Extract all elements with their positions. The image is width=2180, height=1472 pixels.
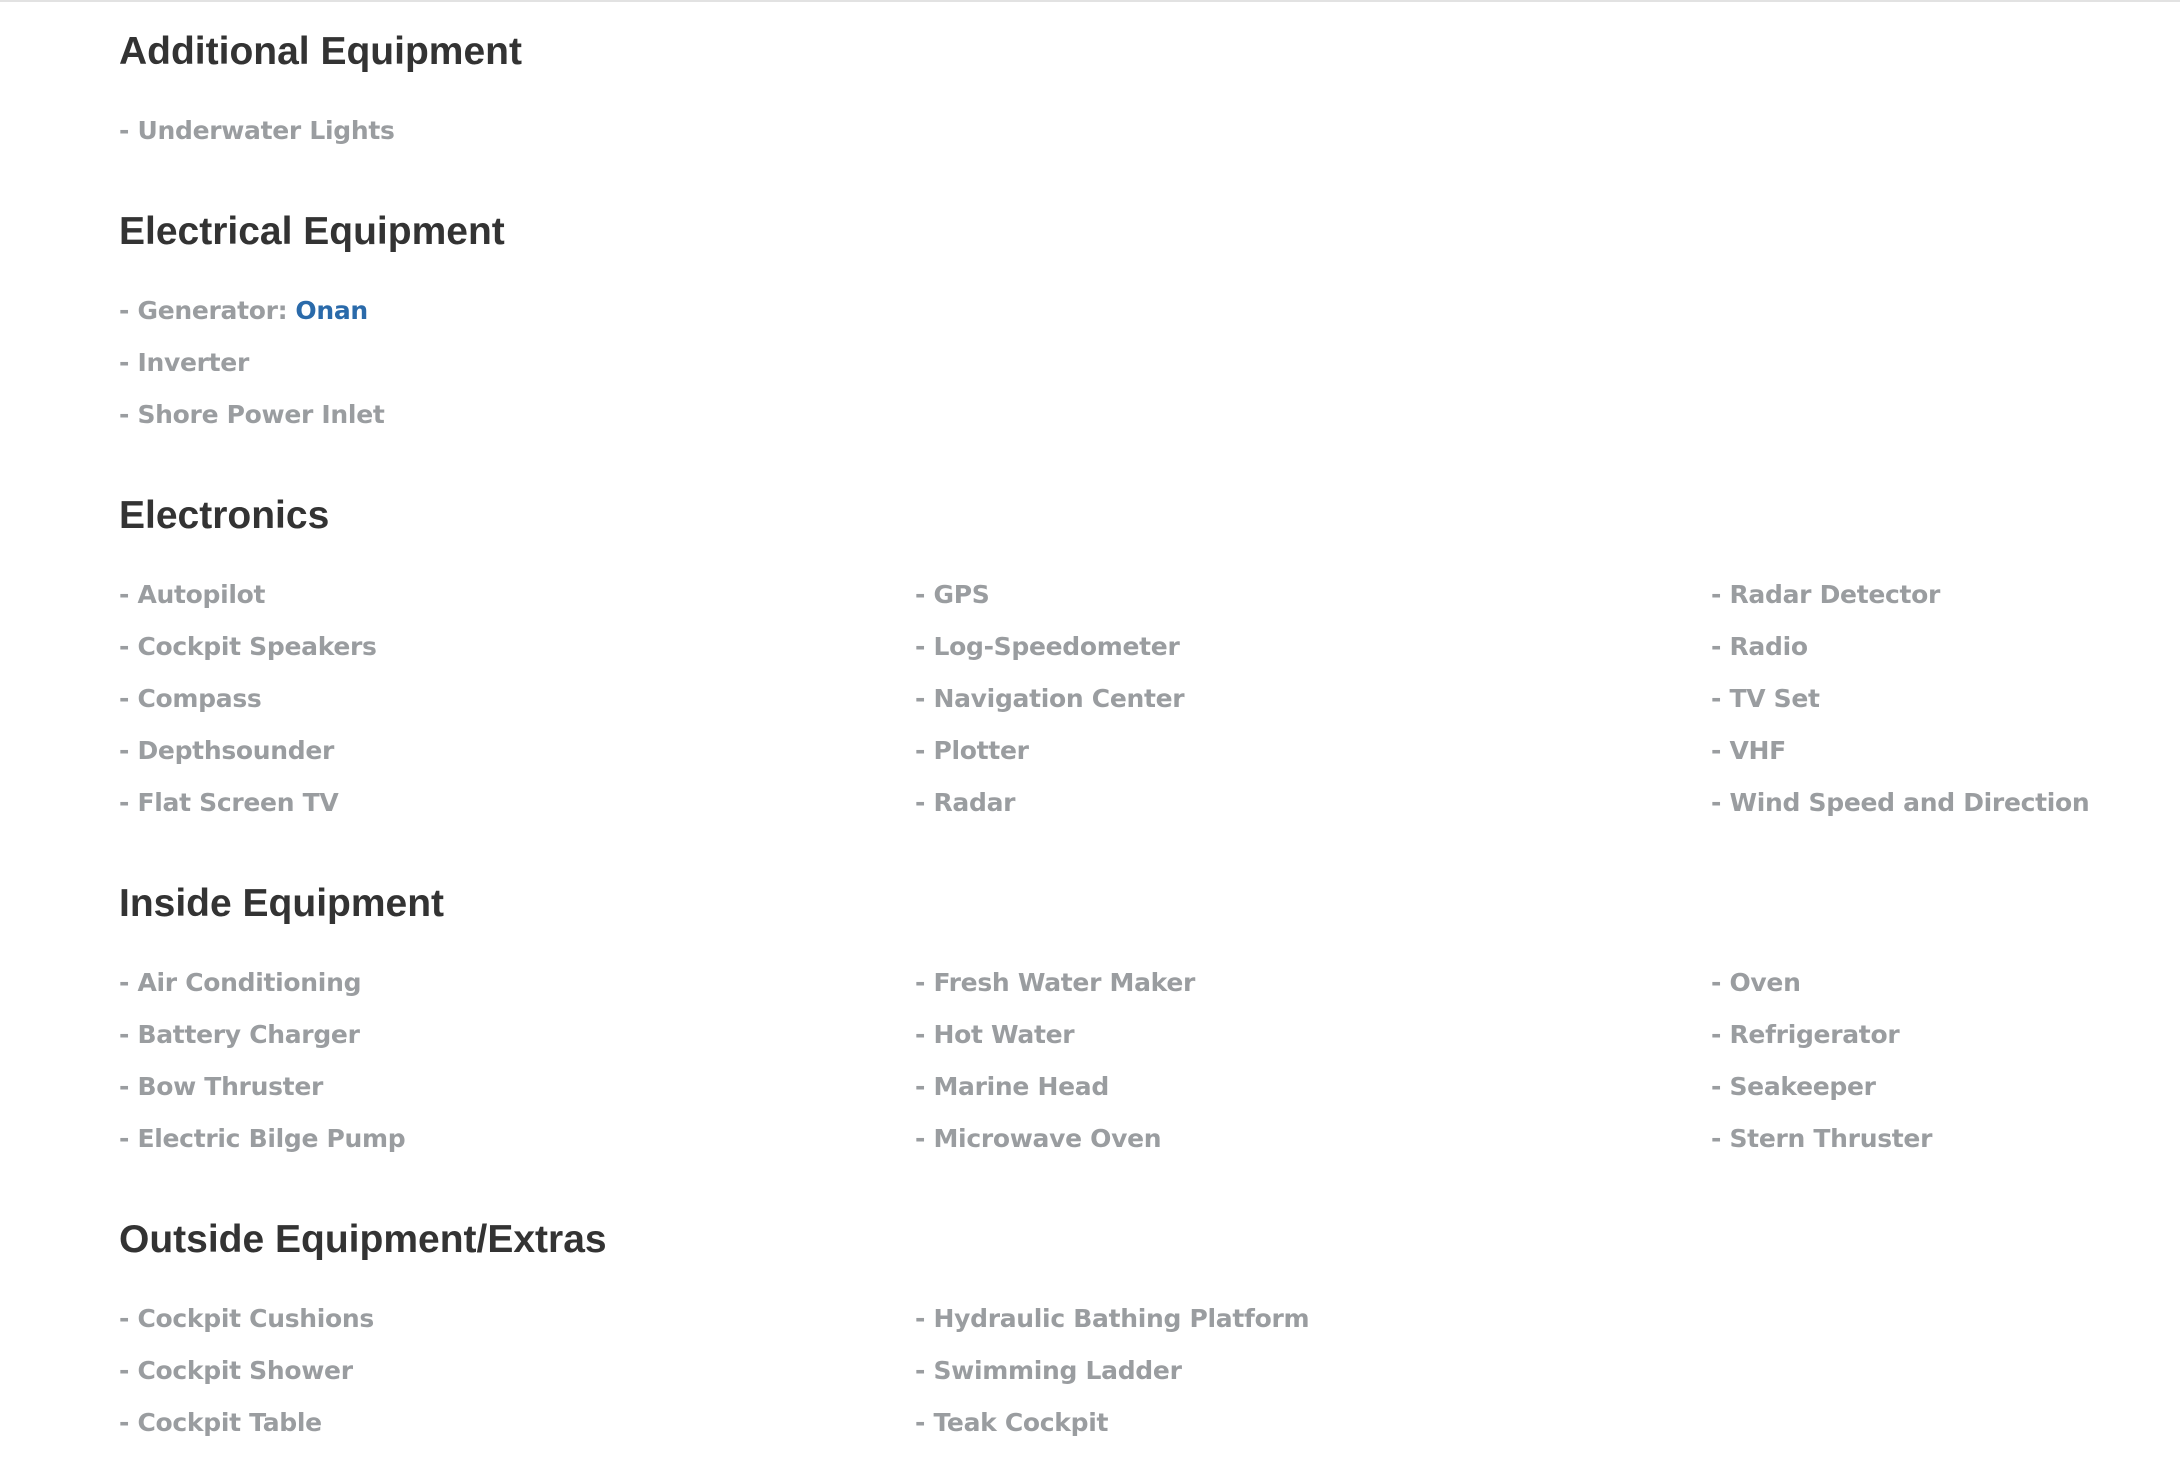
list-item: - Cockpit Shower bbox=[119, 1355, 353, 1385]
section-title-inside-equipment: Inside Equipment bbox=[119, 882, 445, 925]
list-item: - Underwater Lights bbox=[119, 115, 395, 145]
list-item: - VHF bbox=[1711, 735, 1786, 765]
list-item: - Cockpit Cushions bbox=[119, 1303, 375, 1333]
list-item: - Inverter bbox=[119, 347, 249, 377]
list-item: - Compass bbox=[119, 683, 262, 713]
list-item: - Radar Detector bbox=[1711, 579, 1941, 609]
list-item: - Radio bbox=[1711, 631, 1808, 661]
list-item: - Refrigerator bbox=[1711, 1019, 1900, 1049]
list-item: - Bow Thruster bbox=[119, 1071, 324, 1101]
list-item-generator bbox=[119, 284, 915, 336]
list-item: - Depthsounder bbox=[119, 735, 335, 765]
list-item: - Flat Screen TV bbox=[119, 787, 339, 817]
generator-label: - Generator: bbox=[119, 295, 288, 325]
section-title-outside-equipment: Outside Equipment/Extras bbox=[119, 1218, 607, 1261]
section-electronics bbox=[119, 464, 2119, 828]
section-title-electrical-equipment: Electrical Equipment bbox=[119, 210, 505, 253]
list-item: - Battery Charger bbox=[119, 1019, 360, 1049]
list-item: - Plotter bbox=[915, 735, 1029, 765]
list-item: - GPS bbox=[915, 579, 990, 609]
list-item: - Log-Speedometer bbox=[915, 631, 1180, 661]
list-item: - TV Set bbox=[1711, 683, 1820, 713]
section-inside-equipment bbox=[119, 852, 2119, 1164]
list-item: - Hydraulic Bathing Platform bbox=[915, 1303, 1310, 1333]
section-title-additional-equipment: Additional Equipment bbox=[119, 30, 522, 73]
section-title-electronics: Electronics bbox=[119, 494, 330, 537]
section-electrical-equipment bbox=[119, 180, 2119, 440]
electrical-equipment-grid bbox=[119, 284, 2119, 440]
section-outside-equipment bbox=[119, 1188, 2119, 1448]
outside-equipment-grid bbox=[119, 1292, 2119, 1448]
list-item: - Teak Cockpit bbox=[915, 1407, 1109, 1437]
list-item: - Electric Bilge Pump bbox=[119, 1123, 406, 1153]
inside-equipment-grid bbox=[119, 956, 2119, 1164]
list-item: - Hot Water bbox=[915, 1019, 1075, 1049]
list-item: - Stern Thruster bbox=[1711, 1123, 1933, 1153]
list-item: - Wind Speed and Direction bbox=[1711, 787, 2090, 817]
list-item: - Swimming Ladder bbox=[915, 1355, 1182, 1385]
equipment-list bbox=[119, 0, 2119, 1472]
list-item: - Fresh Water Maker bbox=[915, 967, 1196, 997]
generator-brand-link[interactable]: Onan bbox=[295, 295, 368, 325]
section-additional-equipment bbox=[119, 0, 2119, 156]
list-item: - Radar bbox=[915, 787, 1016, 817]
list-item: - Cockpit Table bbox=[119, 1407, 322, 1437]
list-item: - Oven bbox=[1711, 967, 1801, 997]
list-item: - Shore Power Inlet bbox=[119, 399, 385, 429]
list-item: - Navigation Center bbox=[915, 683, 1185, 713]
list-item: - Marine Head bbox=[915, 1071, 1109, 1101]
list-item: - Microwave Oven bbox=[915, 1123, 1162, 1153]
list-item: - Air Conditioning bbox=[119, 967, 362, 997]
list-item: - Seakeeper bbox=[1711, 1071, 1876, 1101]
list-item: - Autopilot bbox=[119, 579, 266, 609]
additional-equipment-grid bbox=[119, 104, 2119, 156]
list-item: - Cockpit Speakers bbox=[119, 631, 377, 661]
electronics-grid bbox=[119, 568, 2119, 828]
